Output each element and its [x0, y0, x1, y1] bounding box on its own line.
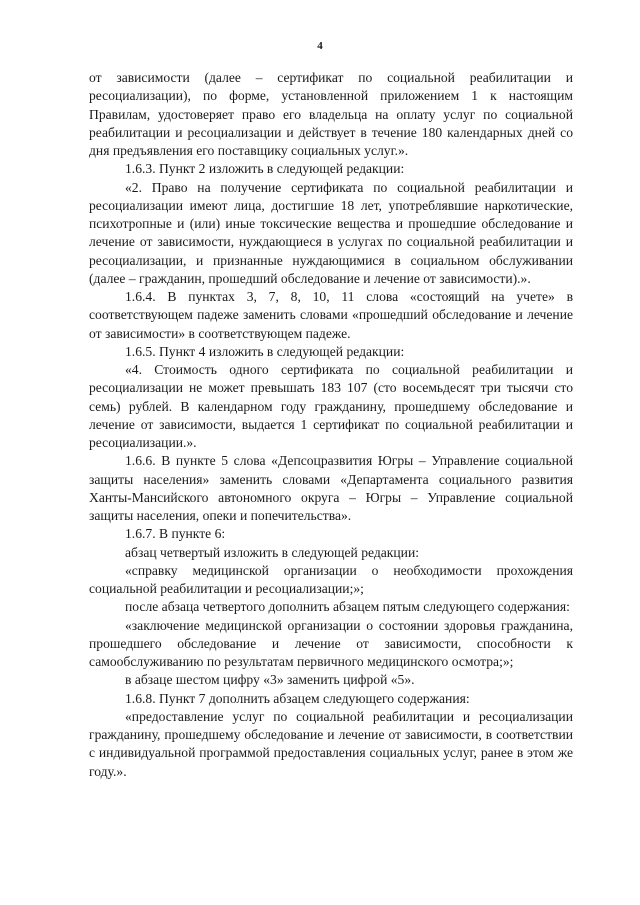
paragraph-item-1-6-5: 1.6.5. Пункт 4 изложить в следующей редакции: [125, 343, 405, 359]
document-body [89, 69, 573, 781]
paragraph-abzac-5-intro: после абзаца четвертого дополнить абзацем пятым следующего содержания: [125, 599, 570, 615]
paragraph-continuation: от зависимости (далее – сертификат по социальной реабилитации и ресоциализации), по форме, установленной приложением 1 к настоящим Правилам, удостоверяет право его владельца на оплату услуг по социальной реабилитации и ресоциализации и действует в течение 180 календарных дней со дня предъявления его поставщику социальных услуг.». [89, 70, 573, 158]
paragraph-abzac-4-text: «справку медицинской организации о необходимости прохождения социальной реабилитации и ресоциализации;»; [89, 562, 573, 596]
paragraph-abzac-4-intro: абзац четвертый изложить в следующей редакции: [125, 544, 420, 560]
paragraph-clause-2: «2. Право на получение сертификата по социальной реабилитации и ресоциализации имеют лица, достигшие 18 лет, употреблявшие наркотические, психотропные и (или) иные токсические вещества и прошедшие обследование и лечение от зависимости, нуждающиеся в услугах по социальной реабилитации и ресоциализации, и признанные нуждающимися в социальном обслуживании (далее – гражданин, прошедший обследование и лечение от зависимости).». [89, 179, 573, 286]
paragraph-abzac-6-change: в абзаце шестом цифру «3» заменить цифрой «5». [125, 672, 415, 688]
paragraph-item-1-6-4: 1.6.4. В пунктах 3, 7, 8, 10, 11 слова «состоящий на учете» в соответствующем падеже заменить словами «прошедший обследование и лечение от зависимости» в соответствующем падеже. [89, 289, 573, 341]
paragraph-clause-4: «4. Стоимость одного сертификата по социальной реабилитации и ресоциализации не может превышать 183 107 (сто восемьдесят три тысячи сто семь) рублей. В календарном году гражданину, прошедшему обследование и лечение от зависимости, выдается 1 сертификат по социальной реабилитации и ресоциализации.». [89, 362, 573, 450]
page-number: 4 [317, 40, 323, 52]
paragraph-item-1-6-7: 1.6.7. В пункте 6: [125, 526, 226, 542]
paragraph-item-1-6-6: 1.6.6. В пункте 5 слова «Депсоцразвития Югры – Управление социальной защиты населения» заменить словами «Департамента социального развития Ханты-Мансийского автономного округа – Югры – Управление социальной защиты населения, опеки и попечительства». [89, 453, 573, 523]
paragraph-item-1-6-3: 1.6.3. Пункт 2 изложить в следующей редакции: [125, 161, 405, 177]
paragraph-clause-7-addition: «предоставление услуг по социальной реабилитации и ресоциализации гражданину, прошедшему обследование и лечение от зависимости, в соответствии с индивидуальной программой предоставления социальных услуг, ранее в этом же году.». [89, 708, 573, 779]
paragraph-abzac-5-text: «заключение медицинской организации о состоянии здоровья гражданина, прошедшего обследование и лечение от зависимости, способности к самообслуживанию по результатам первичного медицинского осмотра;»; [89, 617, 573, 669]
paragraph-item-1-6-8: 1.6.8. Пункт 7 дополнить абзацем следующего содержания: [125, 690, 470, 706]
